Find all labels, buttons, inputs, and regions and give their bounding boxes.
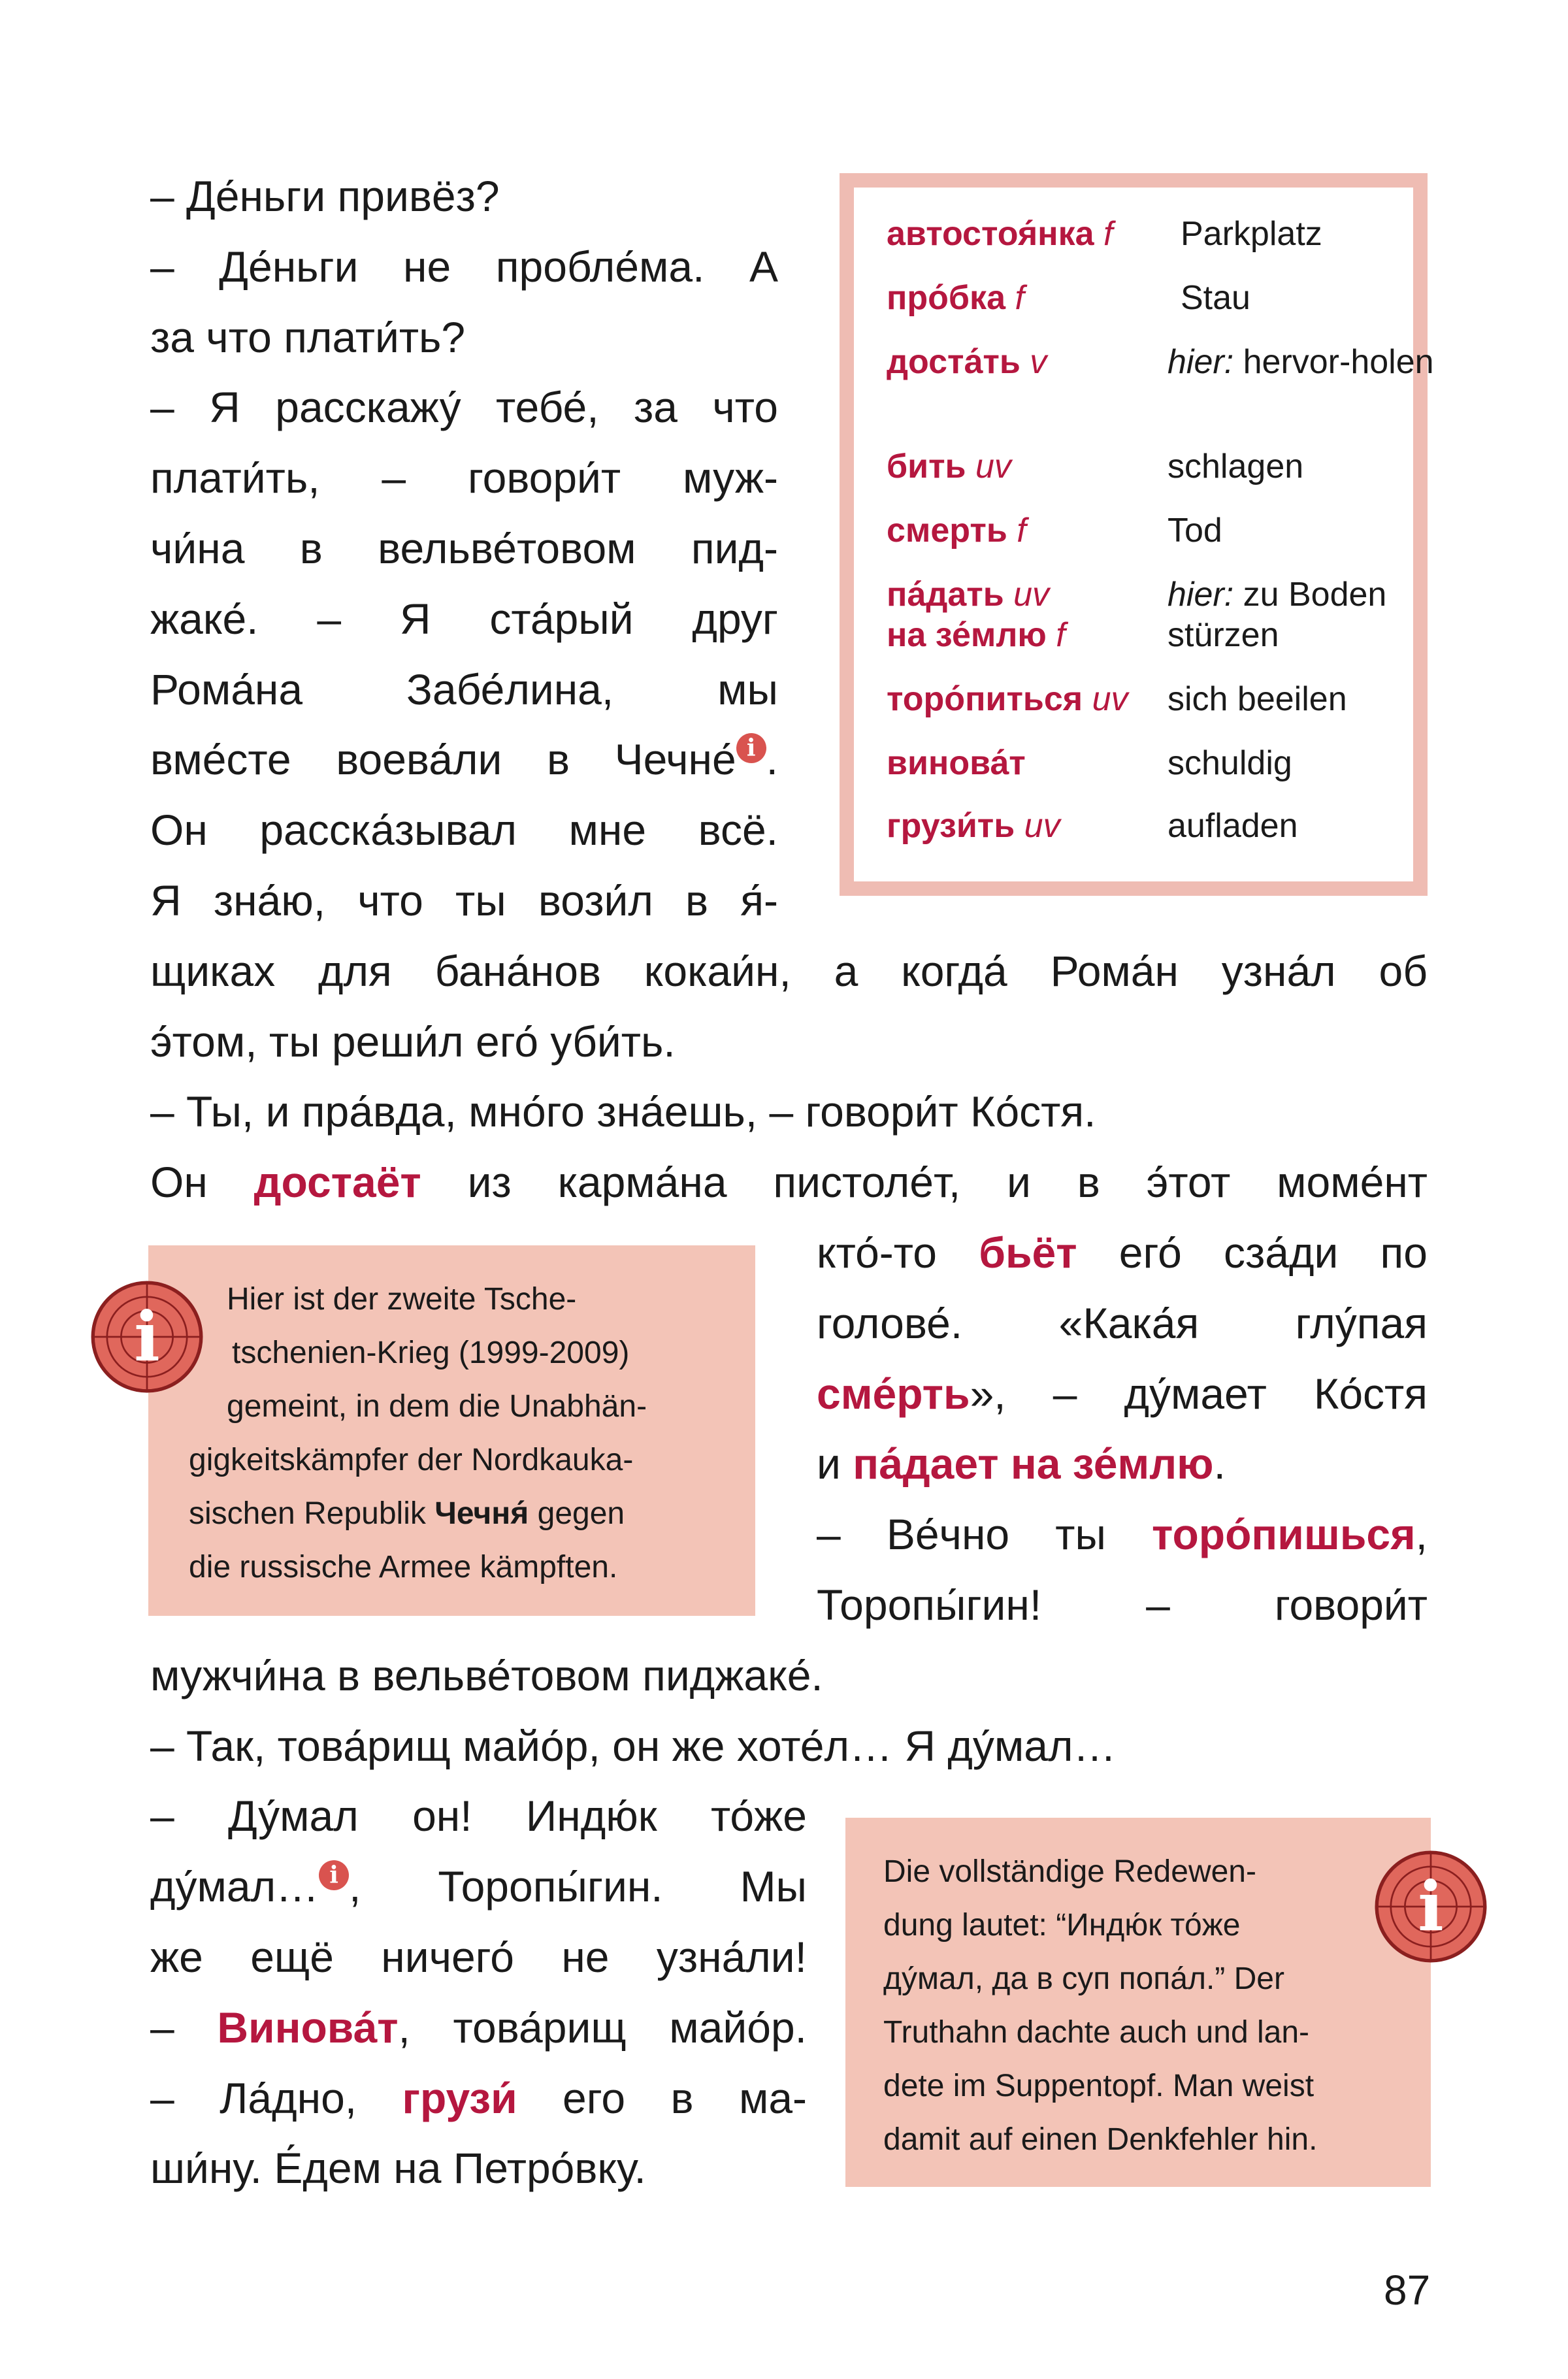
info-icon bbox=[1372, 1848, 1490, 1965]
info-text-line: tschenien-Krieg (1999-2009) bbox=[232, 1336, 630, 1370]
text-segment: – Ла́дно, bbox=[150, 2074, 402, 2122]
vocab-highlight: грузи́ bbox=[402, 2074, 517, 2122]
info-text-line: dung lautet: “Индю́к то́же bbox=[883, 1908, 1241, 1943]
info-text-line: Truthahn dachte auch und lan- bbox=[883, 2015, 1310, 2050]
text-line bbox=[150, 1006, 1428, 1077]
text-segment: его в ма- bbox=[517, 2074, 807, 2122]
text-line bbox=[817, 1499, 1428, 1569]
vocab-translation: Tod bbox=[1168, 512, 1222, 550]
text-segment: за что плати́ть? bbox=[150, 313, 466, 361]
text-line bbox=[817, 1569, 1428, 1640]
info-marker-icon[interactable]: i bbox=[319, 1860, 349, 1890]
info-text-line: Hier ist der zweite Tsche- bbox=[227, 1282, 577, 1317]
vocab-highlight: Винова́т bbox=[217, 2003, 399, 2052]
text-segment: Он bbox=[150, 1158, 254, 1206]
text-line bbox=[150, 231, 778, 302]
info-icon bbox=[88, 1278, 206, 1396]
text-segment: – Де́ньги привёз? bbox=[150, 172, 500, 220]
vocab-word: винова́т bbox=[887, 744, 1026, 782]
info-text-line: gigkeitskämpfer der Nordkauka- bbox=[189, 1443, 634, 1477]
text-line bbox=[817, 1288, 1428, 1358]
text-line bbox=[150, 1711, 1428, 1781]
vocab-highlight: бьёт bbox=[979, 1228, 1077, 1277]
text-line bbox=[150, 724, 778, 795]
info-text-line: dete im Suppentopf. Man weist bbox=[883, 2069, 1315, 2103]
text-line bbox=[150, 936, 1428, 1006]
vocab-word: грузи́ть uv bbox=[887, 807, 1060, 845]
grammar-tag: uv bbox=[1092, 680, 1128, 718]
text-segment: », – ду́мает Ко́стя bbox=[970, 1370, 1428, 1418]
info-marker-icon[interactable]: i bbox=[736, 733, 766, 763]
grammar-tag: uv bbox=[975, 448, 1011, 485]
text-segment: ши́ну. Е́дем на Петро́вку. bbox=[150, 2144, 646, 2192]
vocab-word: бить uv bbox=[887, 448, 1011, 485]
text-segment: ду́мал… bbox=[150, 1862, 319, 1911]
text-segment: же ещё ничего́ не узна́ли! bbox=[150, 1933, 807, 1981]
text-line bbox=[150, 654, 778, 725]
text-line bbox=[150, 1922, 807, 1992]
info-text-line: gemeint, in dem die Unabhän- bbox=[227, 1389, 647, 1424]
text-line bbox=[150, 1640, 1428, 1711]
text-segment: – Так, това́рищ майо́р, он же хоте́л… Я ду́мал… bbox=[150, 1722, 1117, 1770]
svg-text:i: i bbox=[1418, 1866, 1444, 1946]
vocab-translation: aufladen bbox=[1168, 807, 1298, 845]
text-line bbox=[150, 865, 778, 936]
text-line bbox=[817, 1428, 1428, 1499]
text-line bbox=[150, 302, 778, 372]
text-line bbox=[150, 442, 778, 513]
text-line bbox=[150, 372, 778, 442]
grammar-tag: f bbox=[1056, 616, 1066, 654]
vocab-highlight: сме́рть bbox=[817, 1370, 970, 1418]
grammar-tag: f bbox=[1015, 279, 1024, 317]
text-line bbox=[150, 583, 778, 654]
vocab-translation: Stau bbox=[1181, 279, 1250, 317]
text-line bbox=[150, 2063, 807, 2133]
text-segment: , Торопы́гин. Мы bbox=[349, 1862, 807, 1911]
vocab-word: автостоя́нка f bbox=[887, 215, 1113, 253]
text-segment: щиках для бана́нов кокаи́н, а когда́ Рома́н узна́л об bbox=[150, 947, 1428, 995]
text-segment: э́том, ты реши́л его́ уби́ть. bbox=[150, 1017, 676, 1066]
info-text-line: sischen Republik Чечня́ gegen bbox=[189, 1496, 625, 1531]
text-segment: плати́ть, – говори́т муж- bbox=[150, 453, 778, 502]
vocab-word: па́дать uv на зе́млю f bbox=[887, 576, 1066, 654]
grammar-tag: uv bbox=[1024, 807, 1060, 845]
text-line bbox=[150, 1780, 807, 1851]
info-box-chechnya bbox=[148, 1245, 755, 1616]
vocab-translation: schuldig bbox=[1168, 744, 1292, 782]
vocab-translation: Parkplatz bbox=[1181, 215, 1322, 253]
text-segment: – Я расскажу́ тебе́, за что bbox=[150, 383, 778, 431]
text-segment: вме́сте воева́ли в Чечне́ bbox=[150, 735, 736, 783]
text-segment: – Ду́мал он! Индю́к то́же bbox=[150, 1792, 807, 1840]
grammar-tag: v bbox=[1030, 343, 1047, 381]
vocab-highlight: торо́пишься bbox=[1152, 1510, 1416, 1558]
page-number: 87 bbox=[1384, 2267, 1431, 2314]
text-segment: – Ве́чно ты bbox=[817, 1510, 1152, 1558]
vocabulary-box bbox=[840, 173, 1434, 896]
vocab-word: смерть f bbox=[887, 512, 1026, 550]
text-line bbox=[150, 161, 778, 231]
grammar-tag: f bbox=[1103, 215, 1113, 253]
info-box-idiom bbox=[845, 1818, 1431, 2187]
text-segment: жаке́. – Я ста́рый друг bbox=[150, 595, 778, 643]
text-line bbox=[150, 2133, 807, 2203]
text-line bbox=[150, 513, 778, 583]
vocab-translation: schlagen bbox=[1168, 448, 1304, 485]
text-segment: кто́-то bbox=[817, 1228, 979, 1277]
text-segment: и bbox=[817, 1439, 853, 1488]
vocab-word: доста́ть v bbox=[887, 343, 1047, 381]
text-segment: – Ты, и пра́вда, мно́го зна́ешь, – говори́т Ко́стя. bbox=[150, 1087, 1096, 1136]
grammar-tag: f bbox=[1017, 512, 1026, 550]
vocab-word: торо́питься uv bbox=[887, 680, 1128, 718]
text-segment: Рома́на Забе́лина, мы bbox=[150, 665, 778, 714]
text-line bbox=[150, 1851, 807, 1922]
info-text-line: damit auf einen Denkfehler hin. bbox=[883, 2122, 1318, 2157]
text-segment: Он расска́зывал мне всё. bbox=[150, 806, 778, 854]
vocab-translation: sich beeilen bbox=[1168, 680, 1347, 718]
vocab-highlight: достаёт bbox=[253, 1158, 421, 1206]
vocab-highlight: па́дает на зе́млю bbox=[853, 1439, 1214, 1488]
text-line bbox=[150, 1076, 1428, 1147]
text-segment: голове́. «Кака́я глу́пая bbox=[817, 1299, 1428, 1347]
text-segment: Я зна́ю, что ты вози́л в я́- bbox=[150, 876, 778, 925]
vocab-translation: hier: zu Boden stürzen bbox=[1168, 576, 1387, 654]
text-line bbox=[817, 1358, 1428, 1429]
info-text-line: ду́мал, да в суп попа́л.” Der bbox=[883, 1961, 1284, 1996]
text-segment: чи́на в вельве́товом пид- bbox=[150, 524, 778, 572]
info-text-line: Die vollständige Redewen- bbox=[883, 1854, 1256, 1889]
text-segment: его́ сза́ди по bbox=[1077, 1228, 1428, 1277]
vocab-translation: hier: hervor-holen bbox=[1168, 343, 1434, 381]
text-segment: – Де́ньги не пробле́ма. А bbox=[150, 242, 778, 291]
text-segment: из карма́на пистоле́т, и в э́тот моме́нт bbox=[421, 1158, 1428, 1206]
text-segment: , това́рищ майо́р. bbox=[398, 2003, 807, 2052]
text-segment: Торопы́гин! – говори́т bbox=[817, 1581, 1428, 1629]
grammar-tag: uv bbox=[1013, 576, 1050, 614]
info-text-line: die russische Armee kämpften. bbox=[189, 1550, 618, 1584]
text-segment: . bbox=[766, 735, 778, 783]
text-line bbox=[150, 1992, 807, 2063]
vocab-word: про́бка f bbox=[887, 279, 1024, 317]
text-segment: мужчи́на в вельве́товом пиджаке́. bbox=[150, 1651, 823, 1699]
text-line bbox=[817, 1217, 1428, 1288]
text-segment: . bbox=[1213, 1439, 1226, 1488]
text-line bbox=[150, 1147, 1428, 1217]
text-line bbox=[150, 795, 778, 865]
svg-text:i: i bbox=[134, 1296, 160, 1377]
text-segment: , bbox=[1415, 1510, 1428, 1558]
text-segment: – bbox=[150, 2003, 218, 2052]
